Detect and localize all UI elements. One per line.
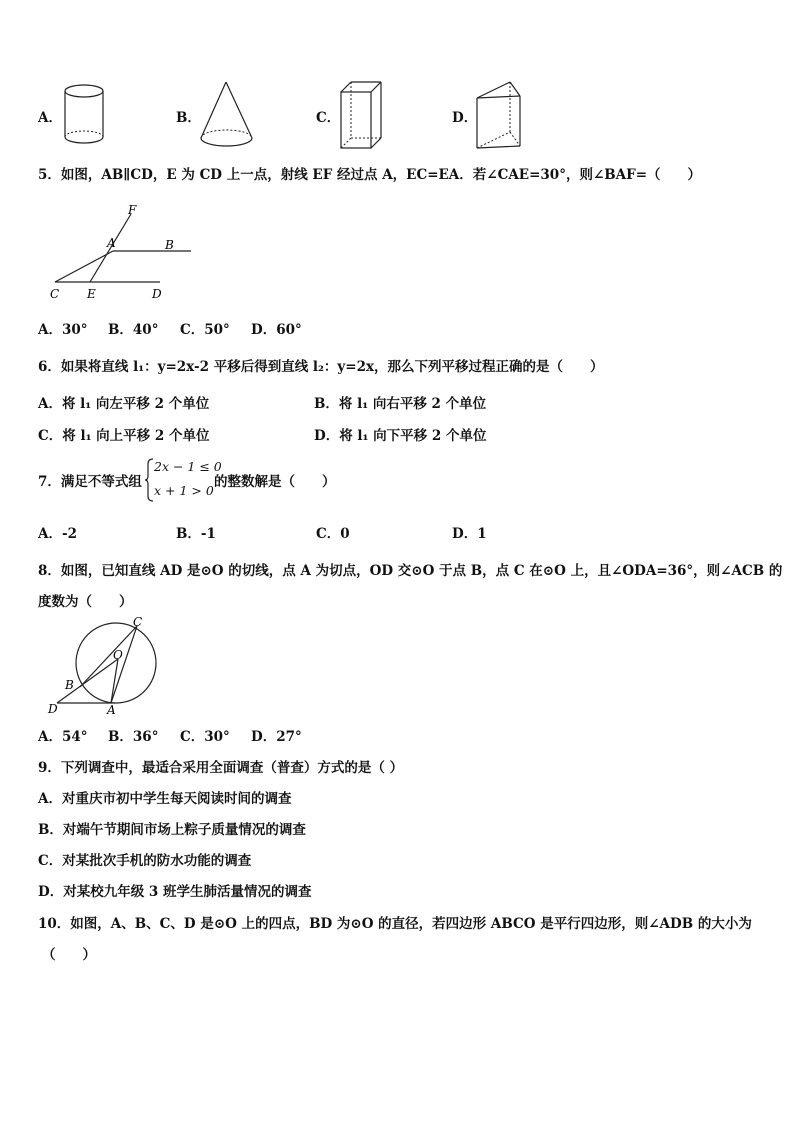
q8-option-a: A．54° bbox=[38, 729, 88, 745]
q8-figure bbox=[45, 614, 160, 719]
q4-option-c-label: C． bbox=[316, 110, 341, 126]
q5-option-c: C．50° bbox=[180, 322, 230, 338]
q8-label-b: B bbox=[65, 678, 74, 692]
q7-option-d: D．1 bbox=[452, 526, 487, 542]
q5-label-d: D bbox=[152, 287, 162, 301]
q7-inequality-system bbox=[154, 459, 222, 499]
q5-label-c: C bbox=[50, 287, 60, 301]
q5-option-b: B．40° bbox=[108, 322, 159, 338]
q8-stem-line1: 8．如图，已知直线 AD 是⊙O 的切线，点 A 为切点，OD 交⊙O 于点 B，点 C 在⊙O 上，且∠ODA=36°，则∠ACB 的 bbox=[38, 563, 783, 579]
q9-stem: 9．下列调查中，最适合采用全面调查（普查）方式的是（ ） bbox=[38, 760, 404, 776]
q7-inequality-2: x + 1 > 0 bbox=[154, 483, 214, 498]
q6-option-d: D．将 l₁ 向下平移 2 个单位 bbox=[314, 428, 487, 444]
q8-label-o: O bbox=[113, 648, 123, 662]
q5-stem: 5．如图，AB∥CD，E 为 CD 上一点，射线 EF 经过点 A，EC=EA．若∠CAE=30°，则∠BAF=（ ） bbox=[38, 167, 702, 183]
q7-stem-prefix: 7．满足不等式组 bbox=[38, 474, 142, 490]
q8-stem-line2: 度数为（ ） bbox=[38, 594, 133, 610]
q10-stem-line1: 10．如图，A、B、C、D 是⊙O 上的四点，BD 为⊙O 的直径，若四边形 ABCO 是平行四边形，则∠ADB 的大小为 bbox=[38, 916, 752, 932]
q5-label-a: A bbox=[107, 236, 116, 250]
q8-label-c: C bbox=[133, 615, 143, 629]
q5-option-d: D．60° bbox=[251, 322, 302, 338]
q7-option-c: C．0 bbox=[316, 526, 350, 542]
q6-option-b: B．将 l₁ 向右平移 2 个单位 bbox=[314, 396, 487, 412]
q5-label-b: B bbox=[165, 238, 174, 252]
q6-option-a: A．将 l₁ 向左平移 2 个单位 bbox=[38, 396, 210, 412]
cone-figure bbox=[198, 80, 256, 152]
q8-label-d: D bbox=[48, 702, 58, 716]
q9-option-b: B．对端午节期间市场上粽子质量情况的调查 bbox=[38, 822, 306, 838]
q6-option-c: C．将 l₁ 向上平移 2 个单位 bbox=[38, 428, 210, 444]
q9-option-a: A．对重庆市初中学生每天阅读时间的调查 bbox=[38, 791, 292, 807]
q7-option-a: A．-2 bbox=[38, 526, 77, 542]
cylinder-figure bbox=[62, 82, 110, 148]
q4-option-a-label: A． bbox=[38, 110, 62, 126]
q5-figure bbox=[45, 200, 185, 305]
cuboid-figure bbox=[338, 80, 384, 152]
q7-stem-suffix: 的整数解是（ ） bbox=[214, 474, 336, 490]
q8-option-b: B．36° bbox=[108, 729, 159, 745]
q7-option-b: B．-1 bbox=[176, 526, 216, 542]
q6-stem: 6．如果将直线 l₁：y=2x-2 平移后得到直线 l₂：y=2x，那么下列平移过程正确的是（ ） bbox=[38, 359, 604, 375]
q9-option-d: D．对某校九年级 3 班学生肺活量情况的调查 bbox=[38, 884, 312, 900]
q5-label-f: F bbox=[128, 203, 137, 217]
q10-stem-line2: （ ） bbox=[42, 947, 96, 963]
q8-option-c: C．30° bbox=[180, 729, 230, 745]
q8-option-d: D．27° bbox=[251, 729, 302, 745]
q5-option-a: A．30° bbox=[38, 322, 88, 338]
q4-option-b-label: B． bbox=[176, 110, 201, 126]
brace-icon bbox=[144, 458, 154, 502]
q5-label-e: E bbox=[87, 287, 96, 301]
q7-inequality-1: 2x − 1 ≤ 0 bbox=[154, 459, 222, 474]
q4-option-d-label: D． bbox=[452, 110, 478, 126]
prism-figure bbox=[474, 80, 524, 152]
q8-label-a: A bbox=[107, 703, 116, 717]
q9-option-c: C．对某批次手机的防水功能的调查 bbox=[38, 853, 252, 869]
